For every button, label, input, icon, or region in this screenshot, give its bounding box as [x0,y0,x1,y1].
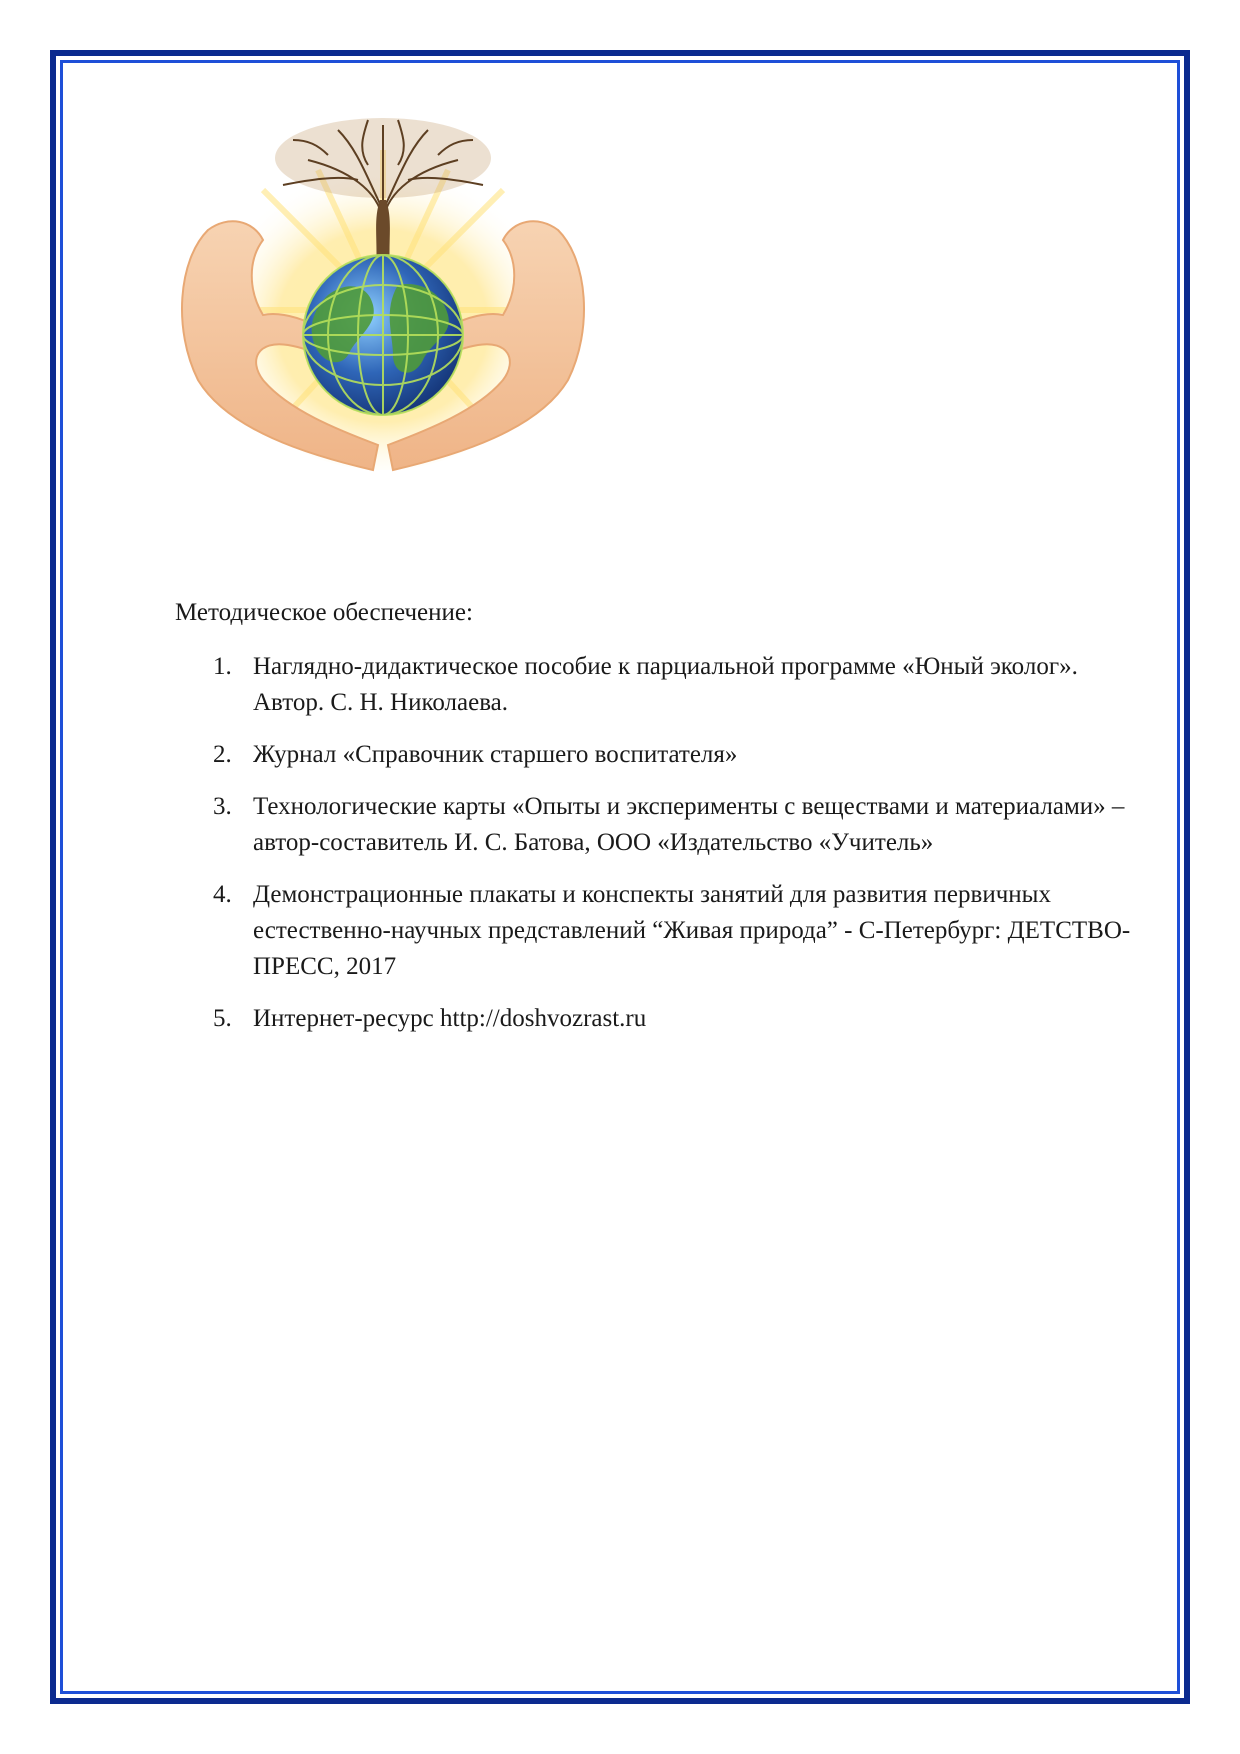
list-item-text: Интернет-ресурс http://doshvozrast.ru [253,1005,647,1032]
list-item-text: Технологические карты «Опыты и эксперименты с веществами и материалами» – автор-составитель И. С. Батова, ООО «Издательство «Учитель» [253,793,1125,856]
list-item-number: 1. [213,653,232,680]
list-item-number: 3. [213,793,232,820]
list-item [175,877,1150,985]
list-item-text: Журнал «Справочник старшего воспитателя» [253,741,738,768]
tree-globe-hands-icon [168,110,598,480]
list-item [175,789,1150,861]
list-item [175,1001,1150,1037]
list-item-number: 2. [213,741,232,768]
list-item [175,649,1150,721]
list-item-number: 5. [213,1005,232,1032]
list-item-text: Наглядно-дидактическое пособие к парциальной программе «Юный эколог». Автор. С. Н. Николаева. [253,653,1078,716]
document-content [175,595,1150,1053]
list-item-text: Демонстрационные плакаты и конспекты занятий для развития первичных естественно-научных представлений “Живая природа” - С-Петербург: ДЕТСТВО-ПРЕСС, 2017 [253,881,1131,980]
globe [303,255,463,415]
list-item-number: 4. [213,881,232,908]
list-item [175,737,1150,773]
section-intro: Методическое обеспечение: [175,599,473,626]
resources-list [175,649,1150,1037]
